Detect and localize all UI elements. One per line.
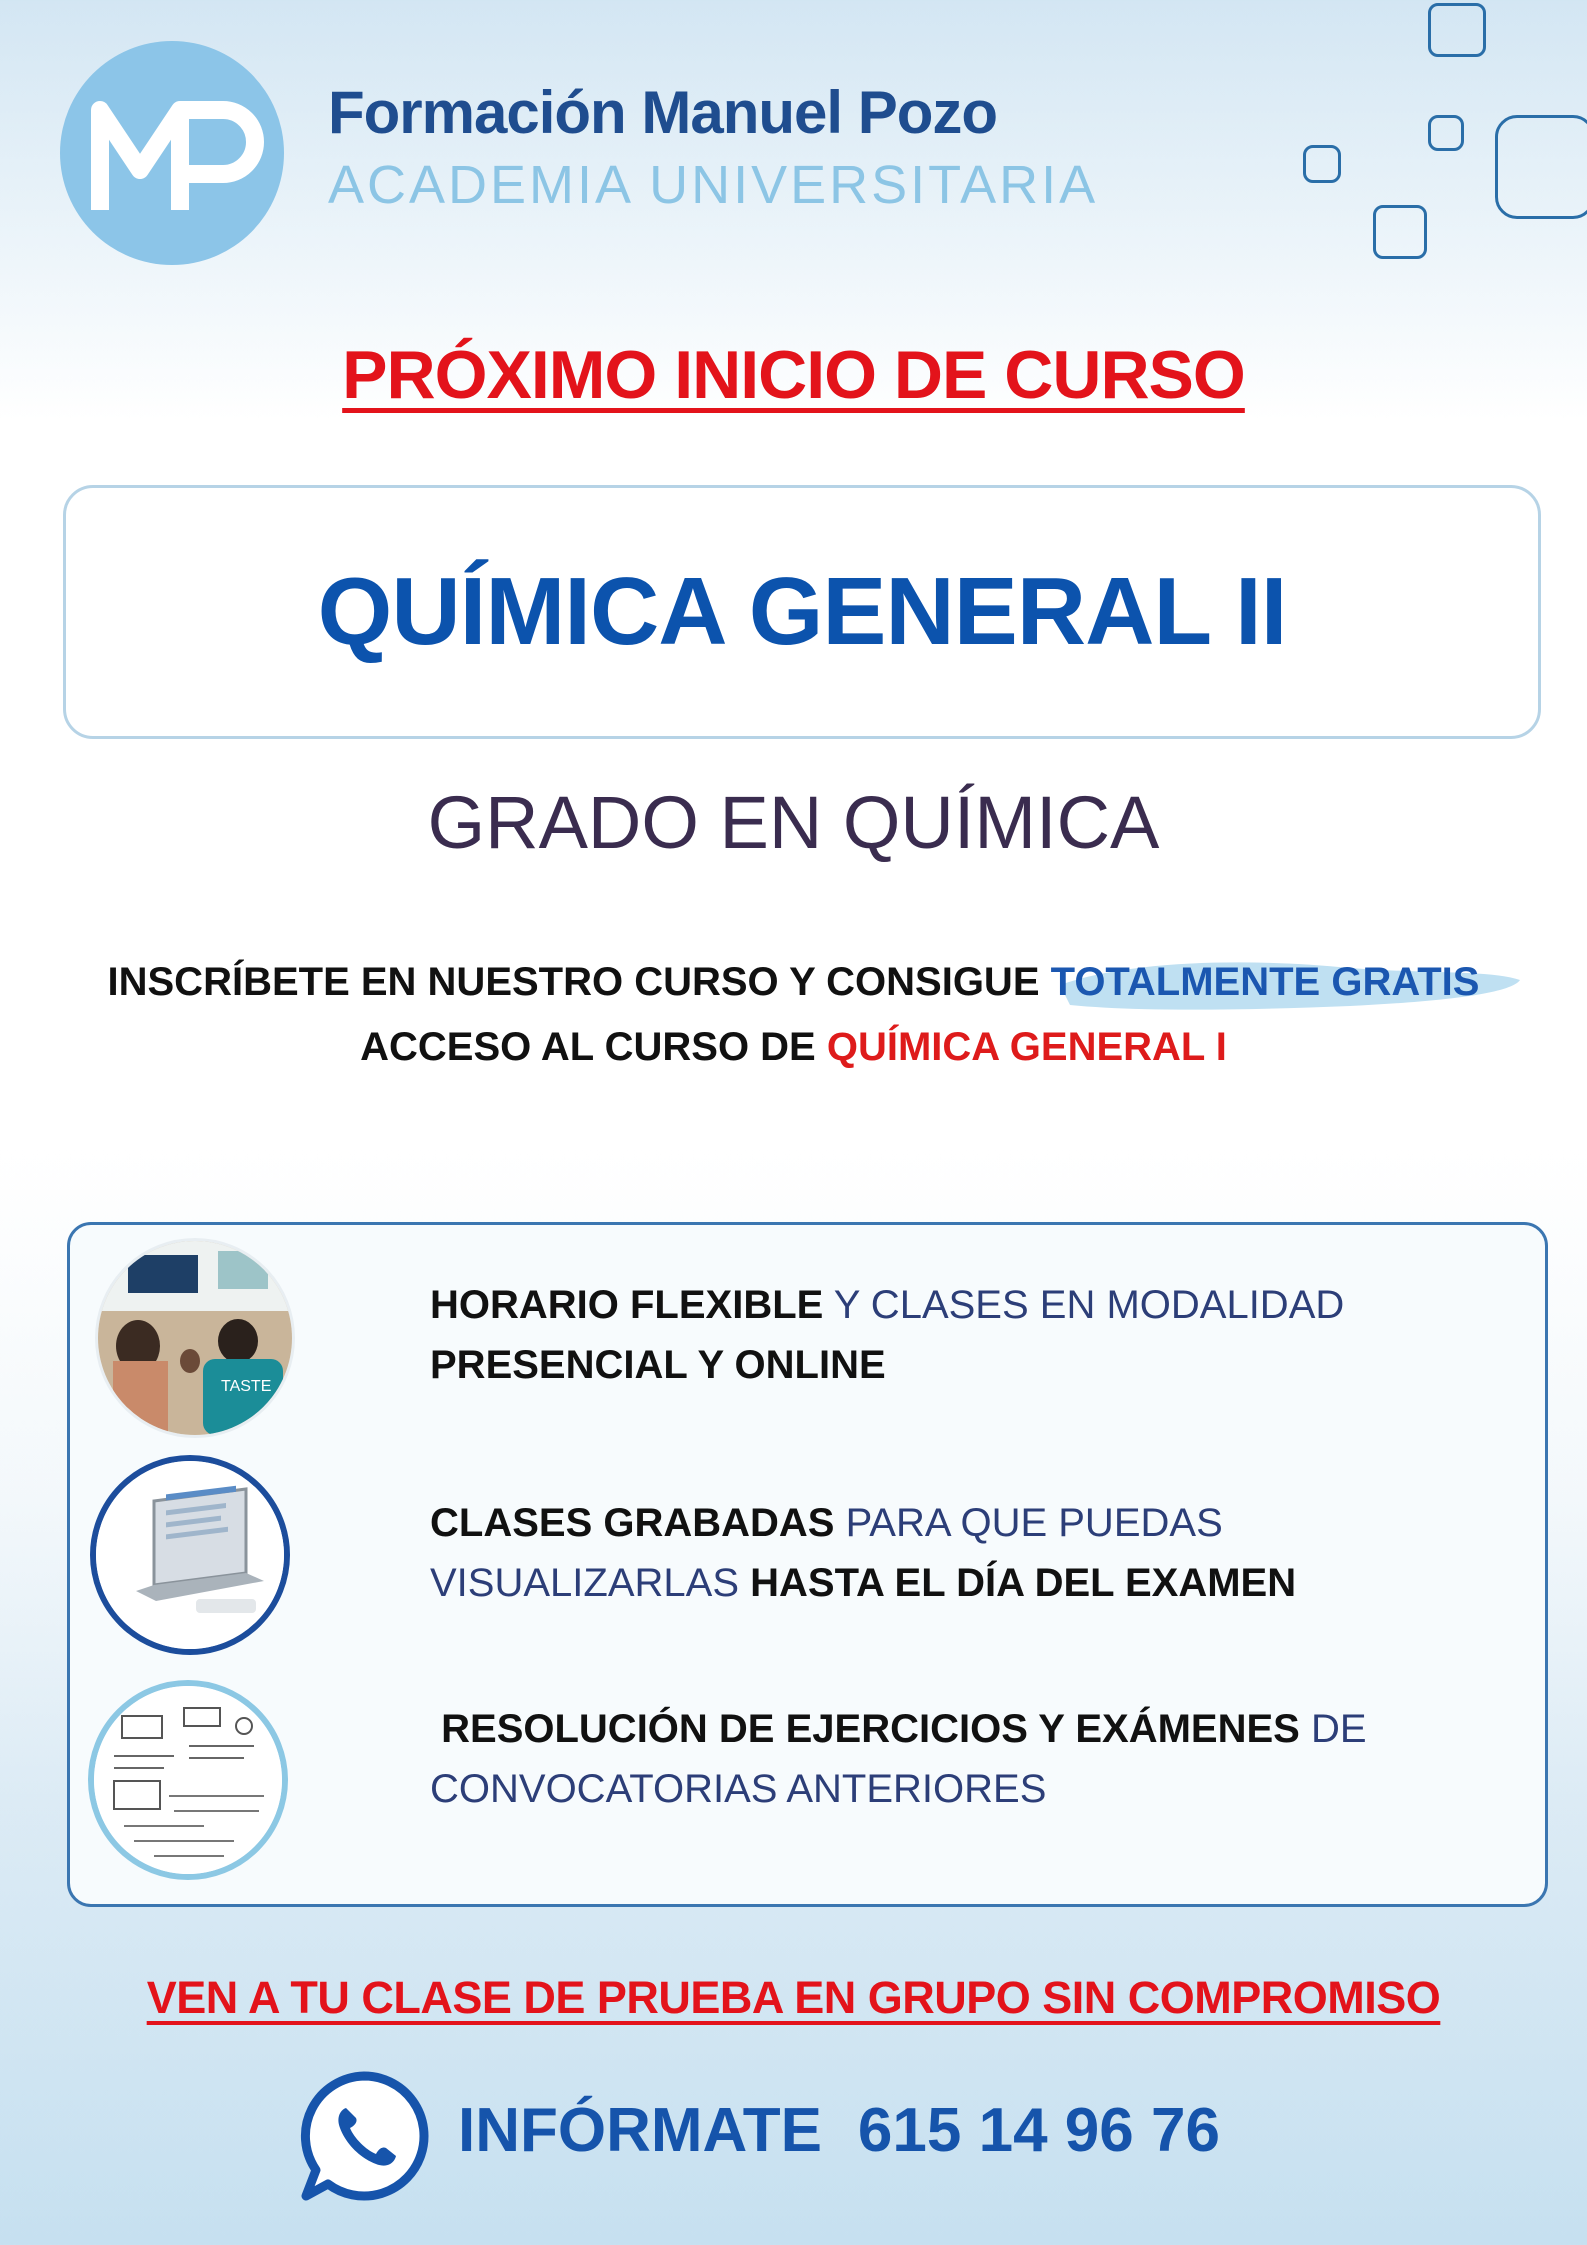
feature-text-schedule	[430, 1275, 1550, 1395]
promo-highlight-free: TOTALMENTE GRATIS	[1050, 960, 1480, 1004]
laptop-photo-icon	[90, 1455, 290, 1655]
contact-info	[458, 2095, 1220, 2166]
brand-name: Formación Manuel Pozo	[328, 79, 998, 146]
trial-class-banner: VEN A TU CLASE DE PRUEBA EN GRUPO SIN COMPROMISO	[146, 1972, 1441, 2023]
feature-bold: RESOLUCIÓN DE EJERCICIOS Y EXÁMENES	[441, 1707, 1300, 1751]
promo-text: ACCESO AL CURSO DE	[360, 1025, 827, 1069]
course-title-box	[63, 485, 1541, 739]
svg-text:TASTE: TASTE	[221, 1378, 272, 1395]
feature-bold: HORARIO FLEXIBLE	[430, 1283, 824, 1327]
classroom-photo-icon	[95, 1238, 295, 1438]
promo-highlight-course: QUÍMICA GENERAL I	[826, 1025, 1227, 1069]
phone-number[interactable]: 615 14 96 76	[857, 2096, 1220, 2165]
degree-label: GRADO EN QUÍMICA	[427, 781, 1160, 864]
feature-normal: DE	[1299, 1707, 1367, 1751]
promo-line-1	[0, 960, 1587, 1005]
mp-logo-icon	[58, 40, 286, 266]
feature-normal: PARA QUE PUEDAS	[834, 1501, 1223, 1545]
decorative-square	[1428, 3, 1486, 57]
feature-text-recorded	[430, 1493, 1550, 1613]
decorative-square	[1428, 115, 1464, 151]
feature-normal: Y CLASES EN MODALIDAD	[823, 1283, 1345, 1327]
feature-bold: PRESENCIAL Y ONLINE	[430, 1343, 886, 1387]
feature-normal: VISUALIZARLAS	[430, 1561, 751, 1605]
promo-line-2	[0, 1025, 1587, 1070]
decorative-square	[1373, 205, 1427, 259]
feature-text-exercises	[430, 1699, 1550, 1819]
features-box	[67, 1222, 1548, 1907]
headline: PRÓXIMO INICIO DE CURSO	[342, 337, 1245, 413]
feature-bold: HASTA EL DÍA DEL EXAMEN	[750, 1561, 1297, 1605]
feature-normal: CONVOCATORIAS ANTERIORES	[430, 1767, 1047, 1811]
brand-subtitle: ACADEMIA UNIVERSITARIA	[328, 155, 1099, 215]
course-title: QUÍMICA GENERAL II	[317, 558, 1287, 665]
contact-label: INFÓRMATE	[458, 2096, 822, 2165]
exercises-photo-icon	[88, 1680, 288, 1880]
svg-text:MP: MP	[68, 58, 70, 59]
decorative-square	[1303, 145, 1341, 183]
decorative-square	[1495, 115, 1587, 219]
promo-text: INSCRÍBETE EN NUESTRO CURSO Y CONSIGUE	[107, 960, 1051, 1004]
whatsapp-icon	[298, 2070, 430, 2202]
feature-bold: CLASES GRABADAS	[430, 1501, 835, 1545]
